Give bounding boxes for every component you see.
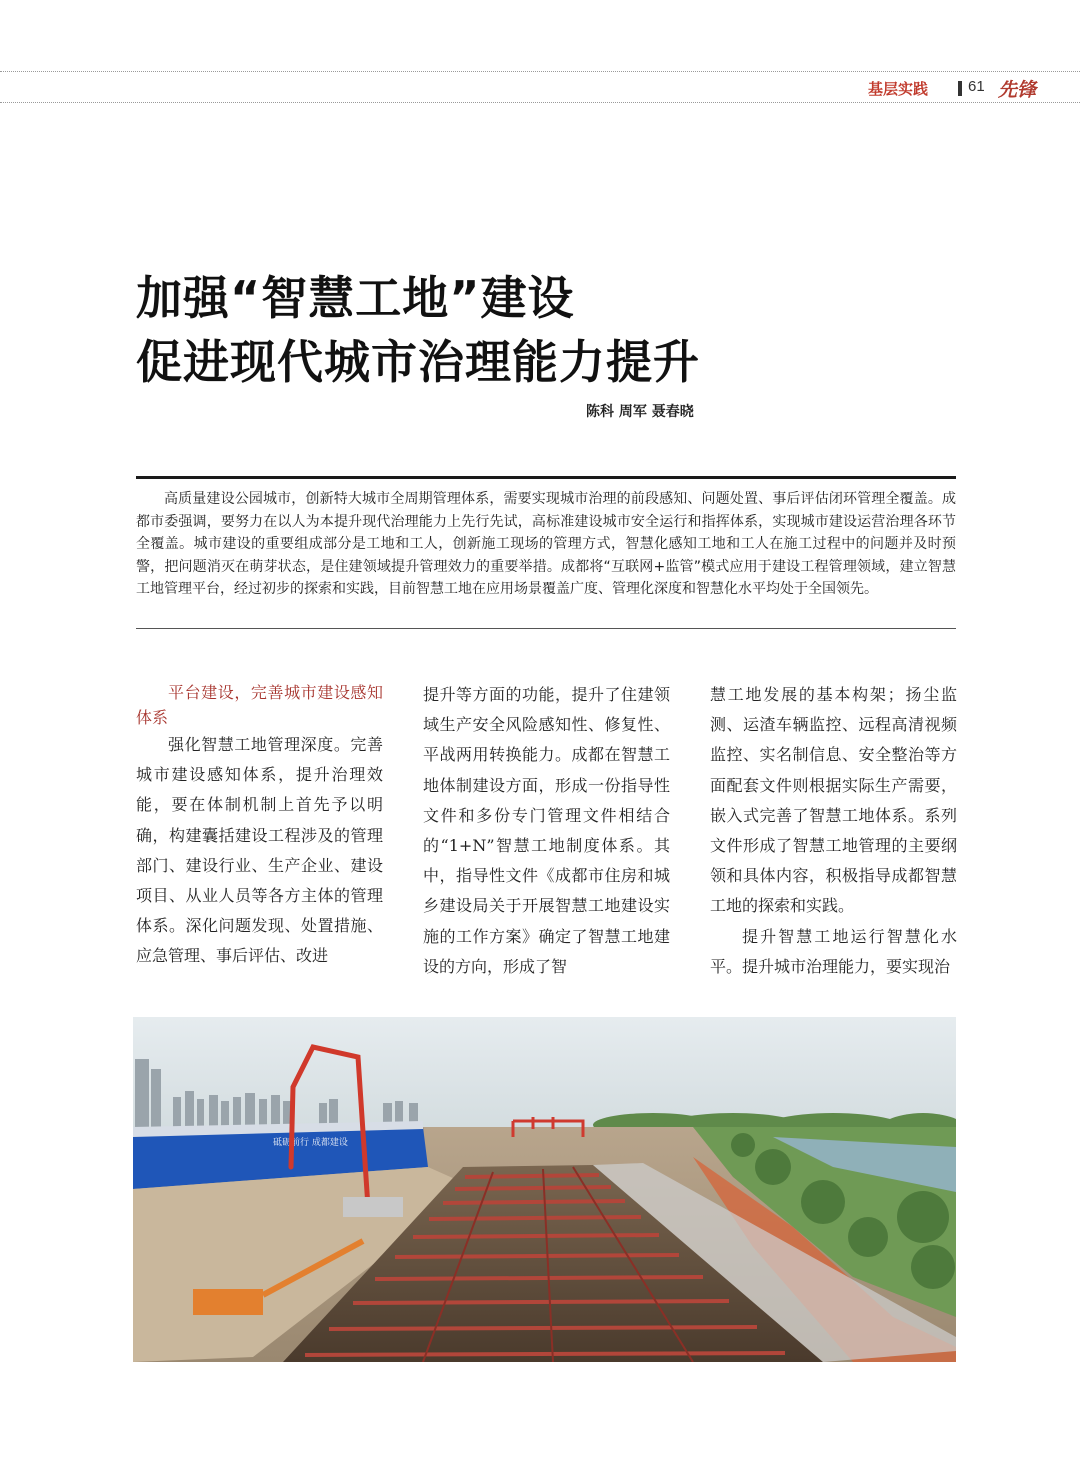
abstract-bottom-rule: [136, 628, 956, 629]
article-title-line-1: 加强“智慧工地”建设: [136, 271, 575, 325]
article-abstract: 高质量建设公园城市，创新特大城市全周期管理体系，需要实现城市治理的前段感知、问题处置、事后评估闭环管理全覆盖。成都市委强调，要努力在以人为本提升现代治理能力上先行先试，高标准建设城市安全运行和指挥体系，实现城市建设运营治理各环节全覆盖。城市建设的重要组成部分是工地和工人，创新施工现场的管理方式，智慧化感知工地和工人在施工过程中的问题并及时预警，把问题消灭在萌芽状态，是住建领域提升管理效力的重要举措。成都将“互联网+监管”模式应用于建设工程管理领域，建立智慧工地管理平台，经过初步的探索和实践，目前智慧工地在应用场景覆盖广度、管理化深度和智慧化水平均处于全国领先。: [136, 491, 956, 597]
page-number: 61: [968, 78, 985, 95]
header-rule-bottom: [0, 102, 1080, 103]
article-authors: 陈科 周军 聂春晓: [586, 404, 694, 420]
header-rule-top: [0, 71, 1080, 72]
section-tag: 基层实践: [868, 80, 929, 98]
magazine-logo: 先锋: [998, 79, 1037, 101]
construction-site-photo: [133, 1017, 956, 1362]
shed-billboard-text: 砥砺前行 成都建设: [273, 1138, 348, 1148]
body-column-3: [710, 680, 957, 982]
sky: [133, 1017, 956, 1127]
head-divider-bar: [958, 81, 962, 96]
running-head: [840, 78, 1040, 100]
article-title-line-2: 促进现代城市治理能力提升: [136, 335, 700, 389]
column-3-paragraph-b: 提升智慧工地运行智慧化水平。提升城市治理能力，要实现治: [710, 926, 957, 976]
abstract-top-rule: [136, 476, 956, 479]
crane-truck: [193, 1289, 263, 1315]
section-subheading: 平台建设，完善城市建设感知体系: [136, 683, 383, 727]
body-column-2: [423, 680, 670, 982]
column-3-paragraph-a: 慧工地发展的基本构架；扬尘监测、运渣车辆监控、远程高清视频监控、实名制信息、安全整治等方面配套文件则根据实际生产需要，嵌入式完善了智慧工地体系。系列文件形成了智慧工地管理的主要纲领和具体内容，积极指导成都智慧工地的探索和实践。: [710, 685, 957, 916]
column-2-paragraph: 提升等方面的功能，提升了住建领域生产安全风险感知性、修复性、平战两用转换能力。成都在智慧工地体制建设方面，形成一份指导性文件和多份专门管理文件相结合的“1+N”智慧工地制度体系。其中，指导性文件《成都市住房和城乡建设局关于开展智慧工地建设实施的工作方案》确定了智慧工地建设的方向，形成了智: [423, 685, 670, 976]
pump-truck: [343, 1197, 403, 1217]
column-1-paragraph: 强化智慧工地管理深度。完善城市建设感知体系，提升治理效能，要在体制机制上首先予以明确，构建囊括建设工程涉及的管理部门、建设行业、生产企业、建设项目、从业人员等各方主体的管理体系。深化问题发现、处置措施、应急管理、事后评估、改进: [136, 735, 383, 966]
body-column-1: [136, 680, 383, 972]
